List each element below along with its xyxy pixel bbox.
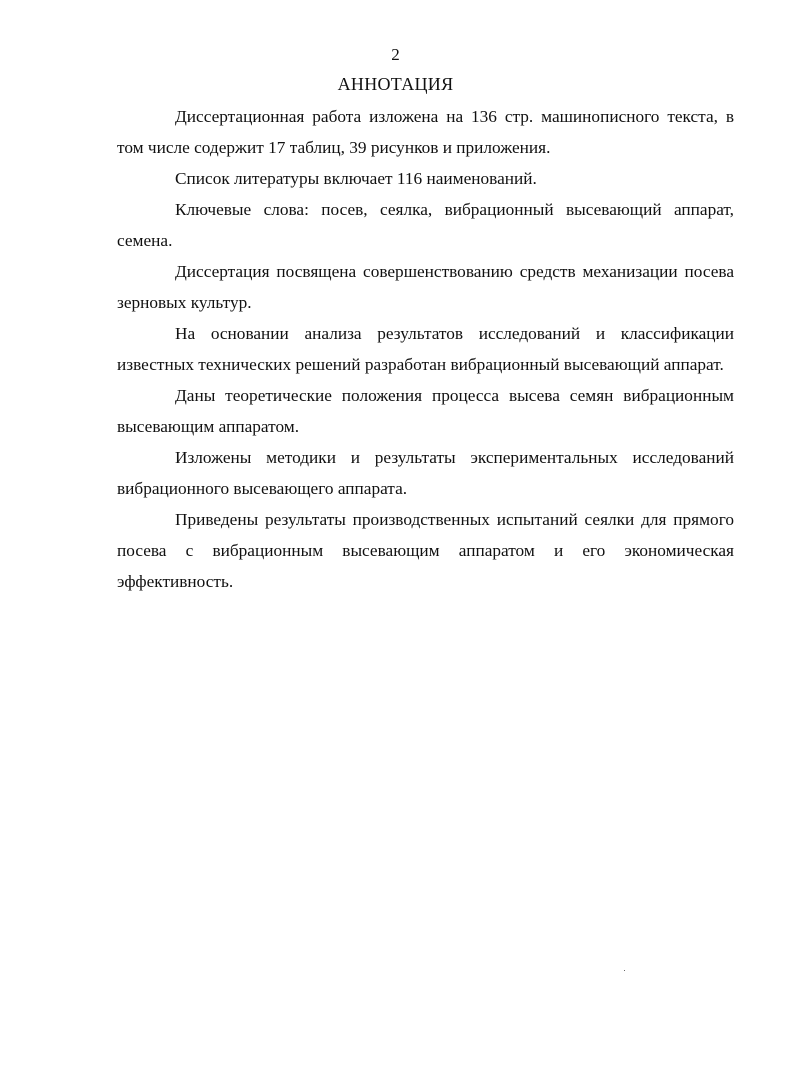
paragraph-scope: Диссертационная работа изложена на 136 стр. машинописного текста, в том числе содержит 17 таблиц, 39 рисунков и приложения. — [117, 107, 734, 157]
page-number: 2 — [391, 45, 400, 64]
paragraph-theory: Даны теоретические положения процесса высева семян вибрационным высевающим аппаратом. — [117, 386, 734, 436]
paragraph-results: Приведены результаты производственных испытаний сеялки для прямого посева с вибрационным высевающим аппаратом и его экономическая эффективность. — [117, 510, 734, 591]
page-title: АННОТАЦИЯ — [337, 74, 454, 94]
paragraph-purpose: Диссертация посвящена совершенствованию средств механизации посева зерновых культур. — [117, 262, 734, 312]
paragraph-references: Список литературы включает 116 наименований. — [175, 169, 537, 188]
paragraph-methods: Изложены методики и результаты экспериментальных исследований вибрационного высевающего аппарата. — [117, 448, 734, 498]
paragraph-development: На основании анализа результатов исследований и классификации известных технических решений разработан вибрационный высевающий аппарат. — [117, 324, 734, 374]
annotation-body — [117, 101, 734, 597]
scan-speck — [624, 970, 625, 971]
paragraph-keywords: Ключевые слова: посев, сеялка, вибрационный высевающий аппарат, семена. — [117, 200, 734, 250]
